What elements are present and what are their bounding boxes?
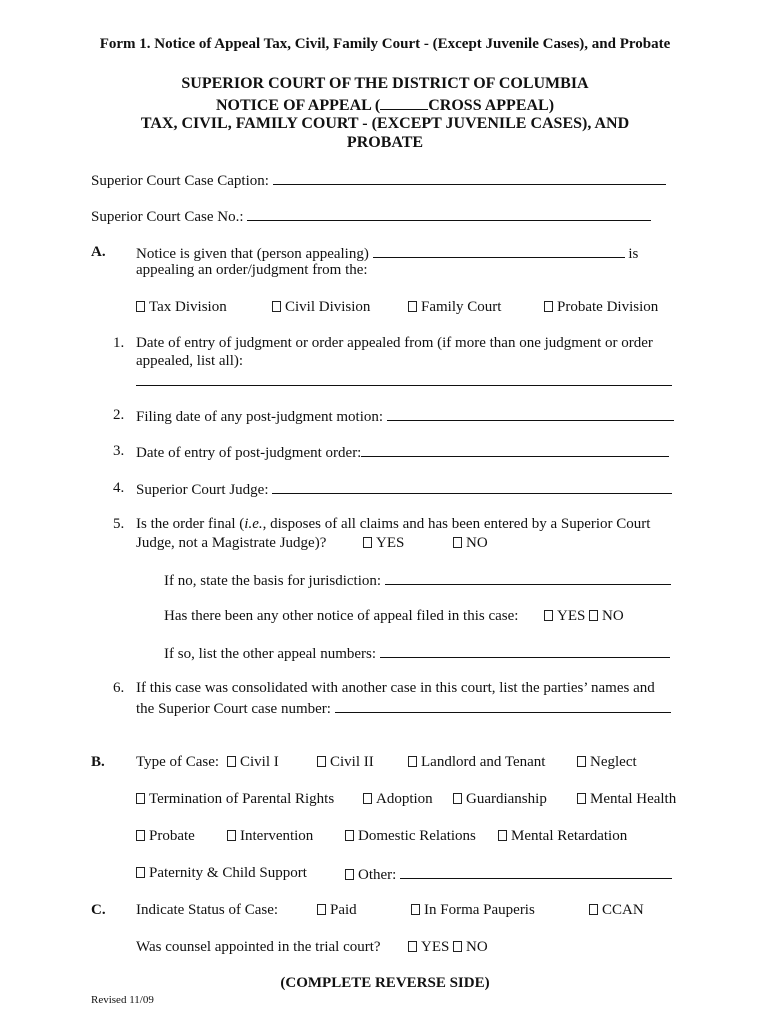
item6-number: 6. bbox=[113, 680, 125, 696]
item6-row bbox=[136, 698, 671, 718]
case-type-mental-retardation[interactable] bbox=[498, 827, 627, 845]
other-notice-no-option[interactable] bbox=[589, 607, 624, 625]
checkbox[interactable] bbox=[544, 610, 553, 621]
consolidated-field[interactable] bbox=[335, 698, 671, 713]
item4-number: 4. bbox=[113, 480, 125, 496]
notice-suffix: CROSS APPEAL) bbox=[428, 97, 555, 114]
case-type-label: Adoption bbox=[376, 791, 433, 807]
division-civil-label: Civil Division bbox=[285, 299, 371, 315]
status-paid-label: Paid bbox=[330, 902, 357, 918]
checkbox[interactable] bbox=[136, 793, 145, 804]
checkbox[interactable] bbox=[411, 904, 420, 915]
case-type-intervention[interactable] bbox=[227, 827, 313, 845]
division-probate-label: Probate Division bbox=[557, 299, 659, 315]
complete-reverse-side: (COMPLETE REVERSE SIDE) bbox=[280, 975, 490, 991]
checkbox[interactable] bbox=[227, 756, 236, 767]
section-c-letter: C. bbox=[91, 902, 106, 918]
status-ccan[interactable] bbox=[589, 901, 644, 919]
item5-text-a: Is the order final ( bbox=[136, 516, 245, 532]
counsel-label: Was counsel appointed in the trial court? bbox=[136, 939, 381, 955]
item4-label: Superior Court Judge: bbox=[136, 482, 269, 498]
case-type-termination[interactable] bbox=[136, 790, 334, 808]
case-type-label: Paternity & Child Support bbox=[149, 865, 307, 881]
case-type-label: Termination of Parental Rights bbox=[149, 791, 335, 807]
post-judgment-motion-field[interactable] bbox=[387, 406, 674, 421]
case-type-neglect[interactable] bbox=[577, 753, 637, 771]
item3-label: Date of entry of post-judgment order: bbox=[136, 445, 362, 461]
item4-row bbox=[136, 479, 672, 499]
checkbox[interactable] bbox=[577, 756, 586, 767]
checkbox[interactable] bbox=[345, 869, 354, 880]
case-type-label: Other: bbox=[358, 867, 397, 883]
court-name: SUPERIOR COURT OF THE DISTRICT OF COLUMBIA bbox=[181, 75, 589, 92]
notice-heading bbox=[0, 95, 770, 115]
checkbox[interactable] bbox=[453, 537, 462, 548]
item1-line2: appealed, list all): bbox=[136, 353, 244, 369]
subtitle-line2: PROBATE bbox=[346, 134, 424, 151]
appealing-from: appealing an order/judgment from the: bbox=[136, 262, 368, 278]
cross-appeal-blank[interactable] bbox=[380, 95, 428, 110]
item1-number: 1. bbox=[113, 335, 125, 351]
counsel-yes-label: YES bbox=[421, 939, 450, 955]
basis-label: If no, state the basis for jurisdiction: bbox=[164, 573, 382, 589]
type-of-case-label: Type of Case: bbox=[136, 754, 220, 770]
checkbox[interactable] bbox=[453, 793, 462, 804]
checkbox[interactable] bbox=[589, 904, 598, 915]
final-yes-option[interactable] bbox=[363, 534, 404, 552]
case-type-paternity[interactable] bbox=[136, 864, 307, 882]
item2-label: Filing date of any post-judgment motion: bbox=[136, 409, 384, 425]
case-type-label: Mental Health bbox=[590, 791, 677, 807]
case-type-label: Civil I bbox=[240, 754, 279, 770]
post-judgment-order-field[interactable] bbox=[361, 442, 669, 457]
checkbox[interactable] bbox=[227, 830, 236, 841]
status-in-forma-pauperis[interactable] bbox=[411, 901, 535, 919]
subtitle-line1: TAX, CIVIL, FAMILY COURT - (EXCEPT JUVENILE CASES), AND bbox=[140, 115, 630, 132]
case-type-domestic-relations[interactable] bbox=[345, 827, 476, 845]
other-field[interactable] bbox=[400, 864, 672, 879]
item1-line1: Date of entry of judgment or order appealed from (if more than one judgment or order bbox=[136, 335, 653, 351]
appellant-label: Notice is given that (person appealing) bbox=[136, 246, 369, 262]
case-type-label: Domestic Relations bbox=[358, 828, 476, 844]
case-type-civil1[interactable] bbox=[227, 753, 279, 771]
checkbox[interactable] bbox=[453, 941, 462, 952]
item1-field-row bbox=[136, 371, 672, 391]
item5-line2: Judge, not a Magistrate Judge)? bbox=[136, 535, 327, 551]
checkbox[interactable] bbox=[498, 830, 507, 841]
item5-line1 bbox=[136, 515, 650, 533]
appellant-suffix: is bbox=[628, 246, 639, 262]
division-family-label: Family Court bbox=[421, 299, 502, 315]
item3-number: 3. bbox=[113, 443, 125, 459]
item5-text-b: , disposes of all claims and has been entered by a Superior Court bbox=[262, 516, 651, 532]
division-civil[interactable] bbox=[272, 298, 370, 316]
appellant-row bbox=[136, 243, 638, 263]
checkbox[interactable] bbox=[363, 537, 372, 548]
other-numbers-field[interactable] bbox=[380, 643, 670, 658]
item5-ie: i.e. bbox=[244, 516, 263, 532]
section-a-letter: A. bbox=[91, 244, 106, 260]
counsel-yes-option[interactable] bbox=[408, 938, 449, 956]
division-probate[interactable] bbox=[544, 298, 658, 316]
other-notice-no-label: NO bbox=[602, 608, 624, 624]
division-family[interactable] bbox=[408, 298, 501, 316]
item1-field[interactable] bbox=[136, 371, 672, 386]
checkbox[interactable] bbox=[136, 301, 145, 312]
checkbox[interactable] bbox=[136, 830, 145, 841]
status-paid[interactable] bbox=[317, 901, 357, 919]
other-notice-label: Has there been any other notice of appeal filed in this case: bbox=[164, 608, 519, 624]
case-type-probate[interactable] bbox=[136, 827, 195, 845]
checkbox[interactable] bbox=[317, 904, 326, 915]
case-type-label: Neglect bbox=[590, 754, 637, 770]
status-ccan-label: CCAN bbox=[602, 902, 644, 918]
case-no-field[interactable] bbox=[247, 206, 651, 221]
case-type-adoption[interactable] bbox=[363, 790, 433, 808]
checkbox[interactable] bbox=[544, 301, 553, 312]
status-ifp-label: In Forma Pauperis bbox=[424, 902, 535, 918]
status-label: Indicate Status of Case: bbox=[136, 902, 279, 918]
item3-row bbox=[136, 442, 669, 462]
notice-prefix: NOTICE OF APPEAL ( bbox=[215, 97, 381, 114]
other-notice-yes-label: YES bbox=[557, 608, 586, 624]
item5-number: 5. bbox=[113, 516, 125, 532]
final-no-option[interactable] bbox=[453, 534, 488, 552]
checkbox[interactable] bbox=[589, 610, 598, 621]
case-caption-label: Superior Court Case Caption: bbox=[91, 173, 269, 189]
checkbox[interactable] bbox=[408, 301, 417, 312]
section-b-letter: B. bbox=[91, 754, 105, 770]
case-caption-row bbox=[91, 170, 666, 190]
other-notice-yes-option[interactable] bbox=[544, 607, 585, 625]
checkbox[interactable] bbox=[272, 301, 281, 312]
checkbox[interactable] bbox=[577, 793, 586, 804]
item6-line1: If this case was consolidated with another case in this court, list the parties’ names and bbox=[136, 680, 655, 696]
checkbox[interactable] bbox=[136, 867, 145, 878]
other-numbers-row bbox=[164, 643, 670, 663]
case-type-label: Landlord and Tenant bbox=[421, 754, 546, 770]
case-type-label: Probate bbox=[149, 828, 195, 844]
case-type-label: Intervention bbox=[240, 828, 314, 844]
case-type-label: Civil II bbox=[330, 754, 374, 770]
other-numbers-label: If so, list the other appeal numbers: bbox=[164, 646, 377, 662]
checkbox[interactable] bbox=[363, 793, 372, 804]
item2-number: 2. bbox=[113, 407, 125, 423]
final-yes-label: YES bbox=[376, 535, 405, 551]
case-type-landlord-tenant[interactable] bbox=[408, 753, 545, 771]
case-no-label: Superior Court Case No.: bbox=[91, 209, 244, 225]
case-type-label: Guardianship bbox=[466, 791, 547, 807]
revised-date: Revised 11/09 bbox=[91, 994, 154, 1006]
division-tax[interactable] bbox=[136, 298, 227, 316]
item2-row bbox=[136, 406, 674, 426]
case-type-guardianship[interactable] bbox=[453, 790, 547, 808]
case-type-mental-health[interactable] bbox=[577, 790, 676, 808]
item6-label: the Superior Court case number: bbox=[136, 701, 331, 717]
checkbox[interactable] bbox=[345, 830, 354, 841]
appellant-field[interactable] bbox=[373, 243, 625, 258]
counsel-no-label: NO bbox=[466, 939, 488, 955]
basis-row bbox=[164, 570, 671, 590]
case-type-other[interactable] bbox=[345, 864, 672, 884]
final-no-label: NO bbox=[466, 535, 488, 551]
case-type-label: Mental Retardation bbox=[511, 828, 628, 844]
case-caption-field[interactable] bbox=[273, 170, 666, 185]
basis-field[interactable] bbox=[385, 570, 671, 585]
checkbox[interactable] bbox=[408, 756, 417, 767]
judge-field[interactable] bbox=[272, 479, 672, 494]
division-tax-label: Tax Division bbox=[149, 299, 227, 315]
checkbox[interactable] bbox=[408, 941, 417, 952]
form-title: Form 1. Notice of Appeal Tax, Civil, Family Court - (Except Juvenile Cases), and Probate bbox=[99, 36, 671, 52]
counsel-no-option[interactable] bbox=[453, 938, 488, 956]
case-type-civil2[interactable] bbox=[317, 753, 374, 771]
checkbox[interactable] bbox=[317, 756, 326, 767]
case-no-row bbox=[91, 206, 651, 226]
